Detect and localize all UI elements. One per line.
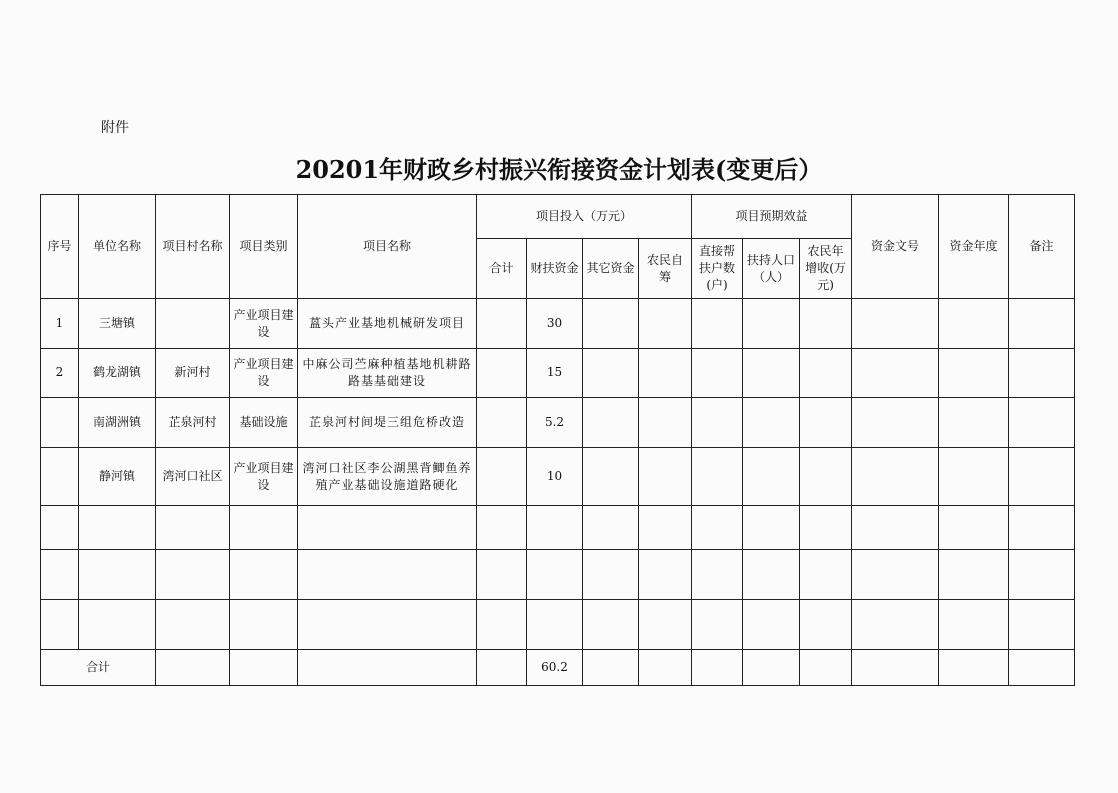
row-category: 产业项目建设 <box>230 299 298 348</box>
row-households <box>692 447 743 505</box>
total-row <box>41 649 1075 685</box>
header-income: 农民年增收(万元) <box>800 239 852 299</box>
row-unit: 静河镇 <box>79 447 156 505</box>
header-fiscal: 财扶资金 <box>527 239 583 299</box>
table-row <box>41 348 1075 397</box>
row-project: 蒕头产业基地机械研发项目 <box>298 299 477 348</box>
table-row <box>41 397 1075 447</box>
total-label: 合计 <box>41 649 156 685</box>
header-farmer: 农民自筹 <box>639 239 692 299</box>
header-other: 其它资金 <box>583 239 639 299</box>
row-fiscal: 15 <box>527 348 583 397</box>
row-unit: 鹤龙湖镇 <box>79 348 156 397</box>
total-fiscal: 60.2 <box>527 649 583 685</box>
row-farmer <box>639 447 692 505</box>
row-project: 芷泉河村间堤三组危桥改造 <box>298 397 477 447</box>
row-households <box>692 348 743 397</box>
header-benefit-group: 项目预期效益 <box>692 195 852 239</box>
row-seq: 2 <box>41 348 79 397</box>
row-income <box>800 348 852 397</box>
row-seq <box>41 447 79 505</box>
row-doc-no <box>852 447 939 505</box>
empty-row <box>41 506 1075 550</box>
row-other <box>583 447 639 505</box>
row-income <box>800 299 852 348</box>
row-income <box>800 397 852 447</box>
row-other <box>583 299 639 348</box>
header-category: 项目类别 <box>230 195 298 299</box>
row-farmer <box>639 348 692 397</box>
row-farmer <box>639 299 692 348</box>
row-unit: 南湖洲镇 <box>79 397 156 447</box>
empty-row <box>41 599 1075 649</box>
header-row-1 <box>41 195 1075 239</box>
row-other <box>583 348 639 397</box>
row-total <box>477 447 527 505</box>
row-households <box>692 299 743 348</box>
header-village: 项目村名称 <box>156 195 230 299</box>
row-other <box>583 397 639 447</box>
header-investment-group: 项目投入（万元） <box>477 195 692 239</box>
table-row <box>41 447 1075 505</box>
header-doc-no: 资金文号 <box>852 195 939 299</box>
row-remarks <box>1009 397 1075 447</box>
header-supported-people: 扶持人口（人） <box>743 239 800 299</box>
header-fund-year: 资金年度 <box>939 195 1009 299</box>
row-category: 基础设施 <box>230 397 298 447</box>
row-fund-year <box>939 299 1009 348</box>
page-title: 20201年财政乡村振兴衔接资金计划表(变更后） <box>295 155 823 184</box>
row-fiscal: 5.2 <box>527 397 583 447</box>
header-unit: 单位名称 <box>79 195 156 299</box>
row-seq: 1 <box>41 299 79 348</box>
row-total <box>477 397 527 447</box>
attachment-label: 附件 <box>101 120 129 136</box>
row-remarks <box>1009 299 1075 348</box>
row-people <box>743 447 800 505</box>
row-village: 湾河口社区 <box>156 447 230 505</box>
row-people <box>743 348 800 397</box>
row-doc-no <box>852 397 939 447</box>
row-remarks <box>1009 348 1075 397</box>
row-fund-year <box>939 447 1009 505</box>
row-households <box>692 397 743 447</box>
row-fund-year <box>939 397 1009 447</box>
row-remarks <box>1009 447 1075 505</box>
row-seq <box>41 397 79 447</box>
row-doc-no <box>852 348 939 397</box>
row-doc-no <box>852 299 939 348</box>
row-people <box>743 397 800 447</box>
header-remarks: 备注 <box>1009 195 1075 299</box>
row-income <box>800 447 852 505</box>
row-unit: 三塘镇 <box>79 299 156 348</box>
row-category: 产业项目建设 <box>230 348 298 397</box>
header-seq: 序号 <box>41 195 79 299</box>
row-people <box>743 299 800 348</box>
row-fund-year <box>939 348 1009 397</box>
empty-row <box>41 550 1075 599</box>
row-fiscal: 30 <box>527 299 583 348</box>
row-category: 产业项目建设 <box>230 447 298 505</box>
header-total: 合计 <box>477 239 527 299</box>
row-village: 新河村 <box>156 348 230 397</box>
row-village <box>156 299 230 348</box>
row-project: 中麻公司苎麻种植基地机耕路路基基础建设 <box>298 348 477 397</box>
header-direct-households: 直接帮扶户数(户) <box>692 239 743 299</box>
row-project: 湾河口社区李公湖黑背鲫鱼养殖产业基础设施道路硬化 <box>298 447 477 505</box>
row-fiscal: 10 <box>527 447 583 505</box>
row-village: 芷泉河村 <box>156 397 230 447</box>
row-total <box>477 299 527 348</box>
table-row <box>41 299 1075 348</box>
row-farmer <box>639 397 692 447</box>
fund-plan-table <box>40 194 1075 686</box>
row-total <box>477 348 527 397</box>
header-project: 项目名称 <box>298 195 477 299</box>
